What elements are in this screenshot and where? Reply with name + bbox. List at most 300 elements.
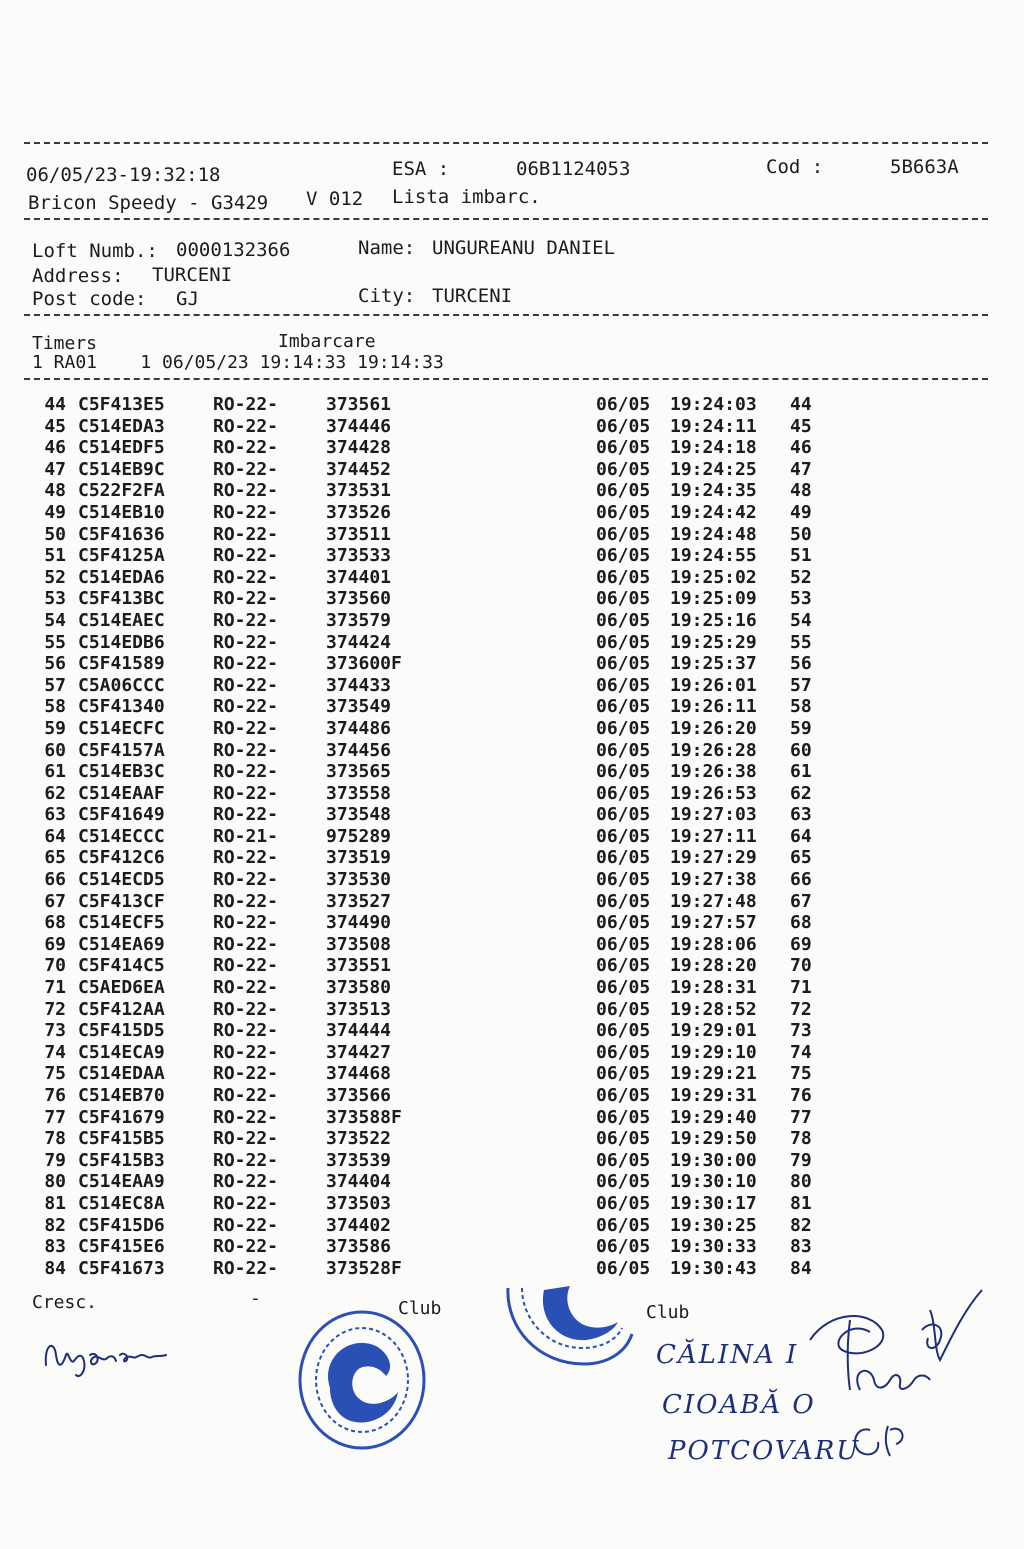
ring-country-year: RO-22- (213, 890, 279, 912)
ring-country-year: RO-22- (213, 912, 279, 934)
ring-number: 374456 (326, 739, 392, 761)
chip-ring: C514ECA9 (78, 1041, 165, 1063)
row-index: 78 (44, 1128, 66, 1150)
row-index: 49 (44, 501, 66, 523)
entry-date: 06/05 (596, 977, 651, 999)
entry-date: 06/05 (596, 1171, 651, 1193)
chip-ring: C5F413CF (78, 890, 165, 912)
position-number: 65 (790, 847, 812, 869)
entry-time: 19:26:28 (670, 739, 757, 761)
ring-country-year: RO-22- (213, 437, 279, 459)
ring-number: 374401 (326, 566, 392, 588)
position-number: 62 (790, 782, 812, 804)
table-row (30, 394, 830, 416)
ring-country-year: RO-22- (213, 1020, 279, 1042)
entry-time: 19:27:48 (670, 890, 757, 912)
position-number: 78 (790, 1128, 812, 1150)
table-row (30, 740, 830, 762)
entry-time: 19:30:00 (670, 1149, 757, 1171)
chip-ring: C5F4157A (78, 739, 165, 761)
entry-time: 19:30:17 (670, 1192, 757, 1214)
chip-ring: C514ECFC (78, 717, 165, 739)
table-row (30, 1020, 830, 1042)
row-index: 67 (44, 890, 66, 912)
chip-ring: C514EAA9 (78, 1171, 165, 1193)
chip-ring: C514EA69 (78, 933, 165, 955)
ring-country-year: RO-22- (213, 674, 279, 696)
chip-ring: C514ECF5 (78, 912, 165, 934)
table-row (30, 934, 830, 956)
table-row (30, 977, 830, 999)
entry-date: 06/05 (596, 458, 651, 480)
row-index: 55 (44, 631, 66, 653)
row-index: 68 (44, 912, 66, 934)
ring-country-year: RO-22- (213, 1171, 279, 1193)
position-number: 77 (790, 1106, 812, 1128)
chip-ring: C5F41340 (78, 696, 165, 718)
fancier-name: UNGUREANU DANIEL (432, 237, 616, 259)
ring-country-year: RO-22- (213, 394, 279, 415)
club-stamp-right (498, 1268, 638, 1378)
position-number: 69 (790, 933, 812, 955)
entry-date: 06/05 (596, 1257, 651, 1279)
row-index: 75 (44, 1063, 66, 1085)
entry-time: 19:26:01 (670, 674, 757, 696)
postcode-label: Post code: (32, 288, 147, 310)
row-index: 56 (44, 653, 66, 675)
entry-date: 06/05 (596, 1128, 651, 1150)
table-row (30, 459, 830, 481)
ring-country-year: RO-22- (213, 501, 279, 523)
ring-number: 374402 (326, 1214, 392, 1236)
handwritten-name-3: POTCOVARU (668, 1436, 861, 1466)
esa-value: 06B1124053 (516, 158, 631, 180)
entry-date: 06/05 (596, 523, 651, 545)
chip-ring: C5F413E5 (78, 394, 165, 415)
ring-country-year: RO-22- (213, 1041, 279, 1063)
row-index: 62 (44, 782, 66, 804)
ring-country-year: RO-22- (213, 1063, 279, 1085)
ring-number: 374486 (326, 717, 392, 739)
ring-number: 373588F (326, 1106, 402, 1128)
entry-time: 19:30:25 (670, 1214, 757, 1236)
position-number: 72 (790, 998, 812, 1020)
position-number: 58 (790, 696, 812, 718)
timer-line: 1 RA01 1 06/05/23 19:14:33 19:14:33 (32, 352, 444, 373)
position-number: 48 (790, 480, 812, 502)
entry-date: 06/05 (596, 955, 651, 977)
row-index: 53 (44, 588, 66, 610)
breeder-signature (40, 1325, 180, 1385)
entry-time: 19:27:03 (670, 804, 757, 826)
ring-country-year: RO-22- (213, 933, 279, 955)
table-row (30, 1258, 830, 1280)
table-row (30, 610, 830, 632)
entry-time: 19:29:10 (670, 1041, 757, 1063)
cod-value: 5B663A (890, 156, 959, 178)
row-index: 44 (44, 394, 66, 415)
imbarcare-label: Imbarcare (278, 331, 376, 352)
ring-country-year: RO-22- (213, 631, 279, 653)
entry-time: 19:27:29 (670, 847, 757, 869)
row-index: 73 (44, 1020, 66, 1042)
table-row (30, 891, 830, 913)
ring-number: 373580 (326, 977, 392, 999)
row-index: 51 (44, 545, 66, 567)
position-number: 53 (790, 588, 812, 610)
chip-ring: C514EB3C (78, 761, 165, 783)
chip-ring: C5F415B3 (78, 1149, 165, 1171)
chip-ring: C5AED6EA (78, 977, 165, 999)
ring-number: 373530 (326, 869, 392, 891)
ring-country-year: RO-22- (213, 609, 279, 631)
loft-number: 0000132366 (176, 239, 291, 261)
table-row (30, 1236, 830, 1258)
row-index: 45 (44, 415, 66, 437)
position-number: 46 (790, 437, 812, 459)
table-row (30, 804, 830, 826)
chip-ring: C514EB9C (78, 458, 165, 480)
position-number: 55 (790, 631, 812, 653)
ring-number: 373503 (326, 1192, 392, 1214)
entry-date: 06/05 (596, 1063, 651, 1085)
entry-time: 19:24:48 (670, 523, 757, 545)
table-row (30, 999, 830, 1021)
table-row (30, 696, 830, 718)
ring-number: 373549 (326, 696, 392, 718)
position-number: 45 (790, 415, 812, 437)
position-number: 60 (790, 739, 812, 761)
entry-date: 06/05 (596, 609, 651, 631)
row-index: 46 (44, 437, 66, 459)
table-row (30, 416, 830, 438)
position-number: 47 (790, 458, 812, 480)
ring-number: 373508 (326, 933, 392, 955)
entry-date: 06/05 (596, 739, 651, 761)
chip-ring: C514EDA6 (78, 566, 165, 588)
entry-time: 19:25:02 (670, 566, 757, 588)
chip-ring: C514EC8A (78, 1192, 165, 1214)
cresc-label: Cresc. (32, 1292, 98, 1313)
basket-list (30, 394, 830, 1279)
ring-country-year: RO-22- (213, 458, 279, 480)
entry-time: 19:24:25 (670, 458, 757, 480)
entry-time: 19:25:37 (670, 653, 757, 675)
chip-ring: C514EDAA (78, 1063, 165, 1085)
ring-number: 374452 (326, 458, 392, 480)
ring-number: 374428 (326, 437, 392, 459)
entry-date: 06/05 (596, 847, 651, 869)
club-signatures (790, 1280, 990, 1480)
handwritten-name-2: CIOABĂ O (662, 1390, 816, 1420)
row-index: 54 (44, 609, 66, 631)
chip-ring: C5F412AA (78, 998, 165, 1020)
ring-country-year: RO-22- (213, 566, 279, 588)
ring-country-year: RO-21- (213, 825, 279, 847)
row-index: 70 (44, 955, 66, 977)
position-number: 49 (790, 501, 812, 523)
entry-time: 19:27:57 (670, 912, 757, 934)
entry-time: 19:29:40 (670, 1106, 757, 1128)
chip-ring: C5F41679 (78, 1106, 165, 1128)
entry-time: 19:29:01 (670, 1020, 757, 1042)
ring-number: 373566 (326, 1085, 392, 1106)
table-row (30, 869, 830, 891)
position-number: 76 (790, 1085, 812, 1106)
entry-date: 06/05 (596, 394, 651, 415)
ring-country-year: RO-22- (213, 1149, 279, 1171)
chip-ring: C5F415E6 (78, 1236, 165, 1258)
chip-ring: C5A06CCC (78, 674, 165, 696)
ring-country-year: RO-22- (213, 1192, 279, 1214)
entry-time: 19:28:31 (670, 977, 757, 999)
entry-time: 19:28:52 (670, 998, 757, 1020)
ring-country-year: RO-22- (213, 588, 279, 610)
ring-country-year: RO-22- (213, 869, 279, 891)
ring-number: 373600F (326, 653, 402, 675)
chip-ring: C514EDF5 (78, 437, 165, 459)
table-row (30, 437, 830, 459)
ring-country-year: RO-22- (213, 1257, 279, 1279)
position-number: 52 (790, 566, 812, 588)
row-index: 57 (44, 674, 66, 696)
position-number: 79 (790, 1149, 812, 1171)
ring-number: 374427 (326, 1041, 392, 1063)
chip-ring: C514EB70 (78, 1085, 165, 1106)
table-row (30, 675, 830, 697)
row-index: 50 (44, 523, 66, 545)
ring-number: 374446 (326, 415, 392, 437)
entry-date: 06/05 (596, 1041, 651, 1063)
entry-date: 06/05 (596, 761, 651, 783)
ring-country-year: RO-22- (213, 545, 279, 567)
chip-ring: C5F415D5 (78, 1020, 165, 1042)
chip-ring: C5F415B5 (78, 1128, 165, 1150)
row-index: 79 (44, 1149, 66, 1171)
table-row (30, 545, 830, 567)
entry-time: 19:30:33 (670, 1236, 757, 1258)
table-row (30, 847, 830, 869)
entry-time: 19:26:38 (670, 761, 757, 783)
entry-time: 19:27:11 (670, 825, 757, 847)
row-index: 48 (44, 480, 66, 502)
ring-number: 373551 (326, 955, 392, 977)
entry-date: 06/05 (596, 825, 651, 847)
chip-ring: C514EDA3 (78, 415, 165, 437)
table-row (30, 1042, 830, 1064)
chip-ring: C5F413BC (78, 588, 165, 610)
chip-ring: C514EAAF (78, 782, 165, 804)
address-label: Address: (32, 265, 124, 287)
chip-ring: C522F2FA (78, 480, 165, 502)
document-type: Lista imbarc. (392, 186, 541, 208)
ring-country-year: RO-22- (213, 696, 279, 718)
chip-ring: C5F41589 (78, 653, 165, 675)
position-number: 67 (790, 890, 812, 912)
entry-date: 06/05 (596, 869, 651, 891)
ring-country-year: RO-22- (213, 1106, 279, 1128)
table-row (30, 1171, 830, 1193)
row-index: 83 (44, 1236, 66, 1258)
ring-country-year: RO-22- (213, 847, 279, 869)
ring-country-year: RO-22- (213, 782, 279, 804)
position-number: 51 (790, 545, 812, 567)
ring-number: 374404 (326, 1171, 392, 1193)
position-number: 74 (790, 1041, 812, 1063)
table-row (30, 912, 830, 934)
address-value: TURCENI (152, 264, 233, 286)
row-index: 81 (44, 1192, 66, 1214)
entry-date: 06/05 (596, 717, 651, 739)
position-number: 81 (790, 1192, 812, 1214)
ring-number: 373527 (326, 890, 392, 912)
entry-time: 19:28:06 (670, 933, 757, 955)
ring-country-year: RO-22- (213, 1085, 279, 1106)
chip-ring: C514EB10 (78, 501, 165, 523)
ring-number: 373539 (326, 1149, 392, 1171)
row-index: 61 (44, 761, 66, 783)
position-number: 80 (790, 1171, 812, 1193)
entry-time: 19:27:38 (670, 869, 757, 891)
table-row (30, 718, 830, 740)
ring-country-year: RO-22- (213, 977, 279, 999)
entry-date: 06/05 (596, 1020, 651, 1042)
ring-number: 373565 (326, 761, 392, 783)
dash-mark: - (250, 1288, 261, 1309)
version: V 012 (306, 188, 364, 210)
position-number: 84 (790, 1257, 812, 1279)
row-index: 52 (44, 566, 66, 588)
ring-number: 373519 (326, 847, 392, 869)
entry-date: 06/05 (596, 415, 651, 437)
table-row (30, 653, 830, 675)
entry-date: 06/05 (596, 1085, 651, 1106)
club-label-right: Club (646, 1302, 690, 1323)
position-number: 70 (790, 955, 812, 977)
position-number: 64 (790, 825, 812, 847)
entry-time: 19:24:55 (670, 545, 757, 567)
ring-number: 373511 (326, 523, 392, 545)
table-row (30, 1215, 830, 1237)
separator-line (24, 142, 988, 144)
separator-line (24, 378, 988, 380)
entry-date: 06/05 (596, 1149, 651, 1171)
entry-date: 06/05 (596, 545, 651, 567)
ring-number: 373561 (326, 394, 392, 415)
position-number: 59 (790, 717, 812, 739)
entry-date: 06/05 (596, 804, 651, 826)
entry-time: 19:24:11 (670, 415, 757, 437)
row-index: 72 (44, 998, 66, 1020)
postcode-value: GJ (176, 288, 199, 310)
entry-time: 19:29:21 (670, 1063, 757, 1085)
row-index: 82 (44, 1214, 66, 1236)
city-value: TURCENI (432, 285, 513, 307)
ring-number: 373560 (326, 588, 392, 610)
chip-ring: C5F41649 (78, 804, 165, 826)
ring-number: 373531 (326, 480, 392, 502)
ring-number: 373558 (326, 782, 392, 804)
chip-ring: C514EAEC (78, 609, 165, 631)
chip-ring: C514EDB6 (78, 631, 165, 653)
position-number: 68 (790, 912, 812, 934)
ring-number: 373533 (326, 545, 392, 567)
entry-date: 06/05 (596, 782, 651, 804)
entry-time: 19:30:43 (670, 1257, 757, 1279)
entry-date: 06/05 (596, 696, 651, 718)
position-number: 82 (790, 1214, 812, 1236)
row-index: 60 (44, 739, 66, 761)
entry-time: 19:26:20 (670, 717, 757, 739)
row-index: 47 (44, 458, 66, 480)
ring-number: 373586 (326, 1236, 392, 1258)
ring-country-year: RO-22- (213, 415, 279, 437)
entry-time: 19:29:50 (670, 1128, 757, 1150)
device-name: Bricon Speedy - G3429 (28, 192, 269, 214)
entry-date: 06/05 (596, 1236, 651, 1258)
entry-date: 06/05 (596, 1192, 651, 1214)
esa-label: ESA : (392, 158, 450, 180)
position-number: 54 (790, 609, 812, 631)
table-row (30, 1107, 830, 1129)
table-row (30, 480, 830, 502)
entry-time: 19:28:20 (670, 955, 757, 977)
club-label-left: Club (398, 1298, 442, 1319)
position-number: 57 (790, 674, 812, 696)
table-row (30, 826, 830, 848)
entry-time: 19:26:11 (670, 696, 757, 718)
entry-date: 06/05 (596, 566, 651, 588)
table-row (30, 567, 830, 589)
ring-country-year: RO-22- (213, 998, 279, 1020)
entry-time: 19:26:53 (670, 782, 757, 804)
print-datetime: 06/05/23-19:32:18 (26, 164, 221, 186)
entry-date: 06/05 (596, 588, 651, 610)
entry-date: 06/05 (596, 674, 651, 696)
timers-label: Timers (32, 333, 98, 354)
chip-ring: C514ECD5 (78, 869, 165, 891)
entry-time: 19:25:16 (670, 609, 757, 631)
position-number: 63 (790, 804, 812, 826)
entry-date: 06/05 (596, 437, 651, 459)
ring-country-year: RO-22- (213, 1128, 279, 1150)
chip-ring: C5F412C6 (78, 847, 165, 869)
ring-country-year: RO-22- (213, 1236, 279, 1258)
row-index: 64 (44, 825, 66, 847)
ring-number: 373513 (326, 998, 392, 1020)
entry-date: 06/05 (596, 1106, 651, 1128)
chip-ring: C5F41636 (78, 523, 165, 545)
entry-date: 06/05 (596, 1214, 651, 1236)
table-row (30, 761, 830, 783)
table-row (30, 524, 830, 546)
entry-date: 06/05 (596, 631, 651, 653)
position-number: 50 (790, 523, 812, 545)
row-index: 69 (44, 933, 66, 955)
table-row (30, 1193, 830, 1215)
city-label: City: (358, 285, 416, 307)
table-row (30, 955, 830, 977)
entry-time: 19:30:10 (670, 1171, 757, 1193)
entry-date: 06/05 (596, 501, 651, 523)
entry-date: 06/05 (596, 933, 651, 955)
ring-country-year: RO-22- (213, 804, 279, 826)
chip-ring: C5F4125A (78, 545, 165, 567)
ring-number: 374468 (326, 1063, 392, 1085)
ring-number: 374433 (326, 674, 392, 696)
table-row (30, 1128, 830, 1150)
name-label: Name: (358, 237, 416, 259)
